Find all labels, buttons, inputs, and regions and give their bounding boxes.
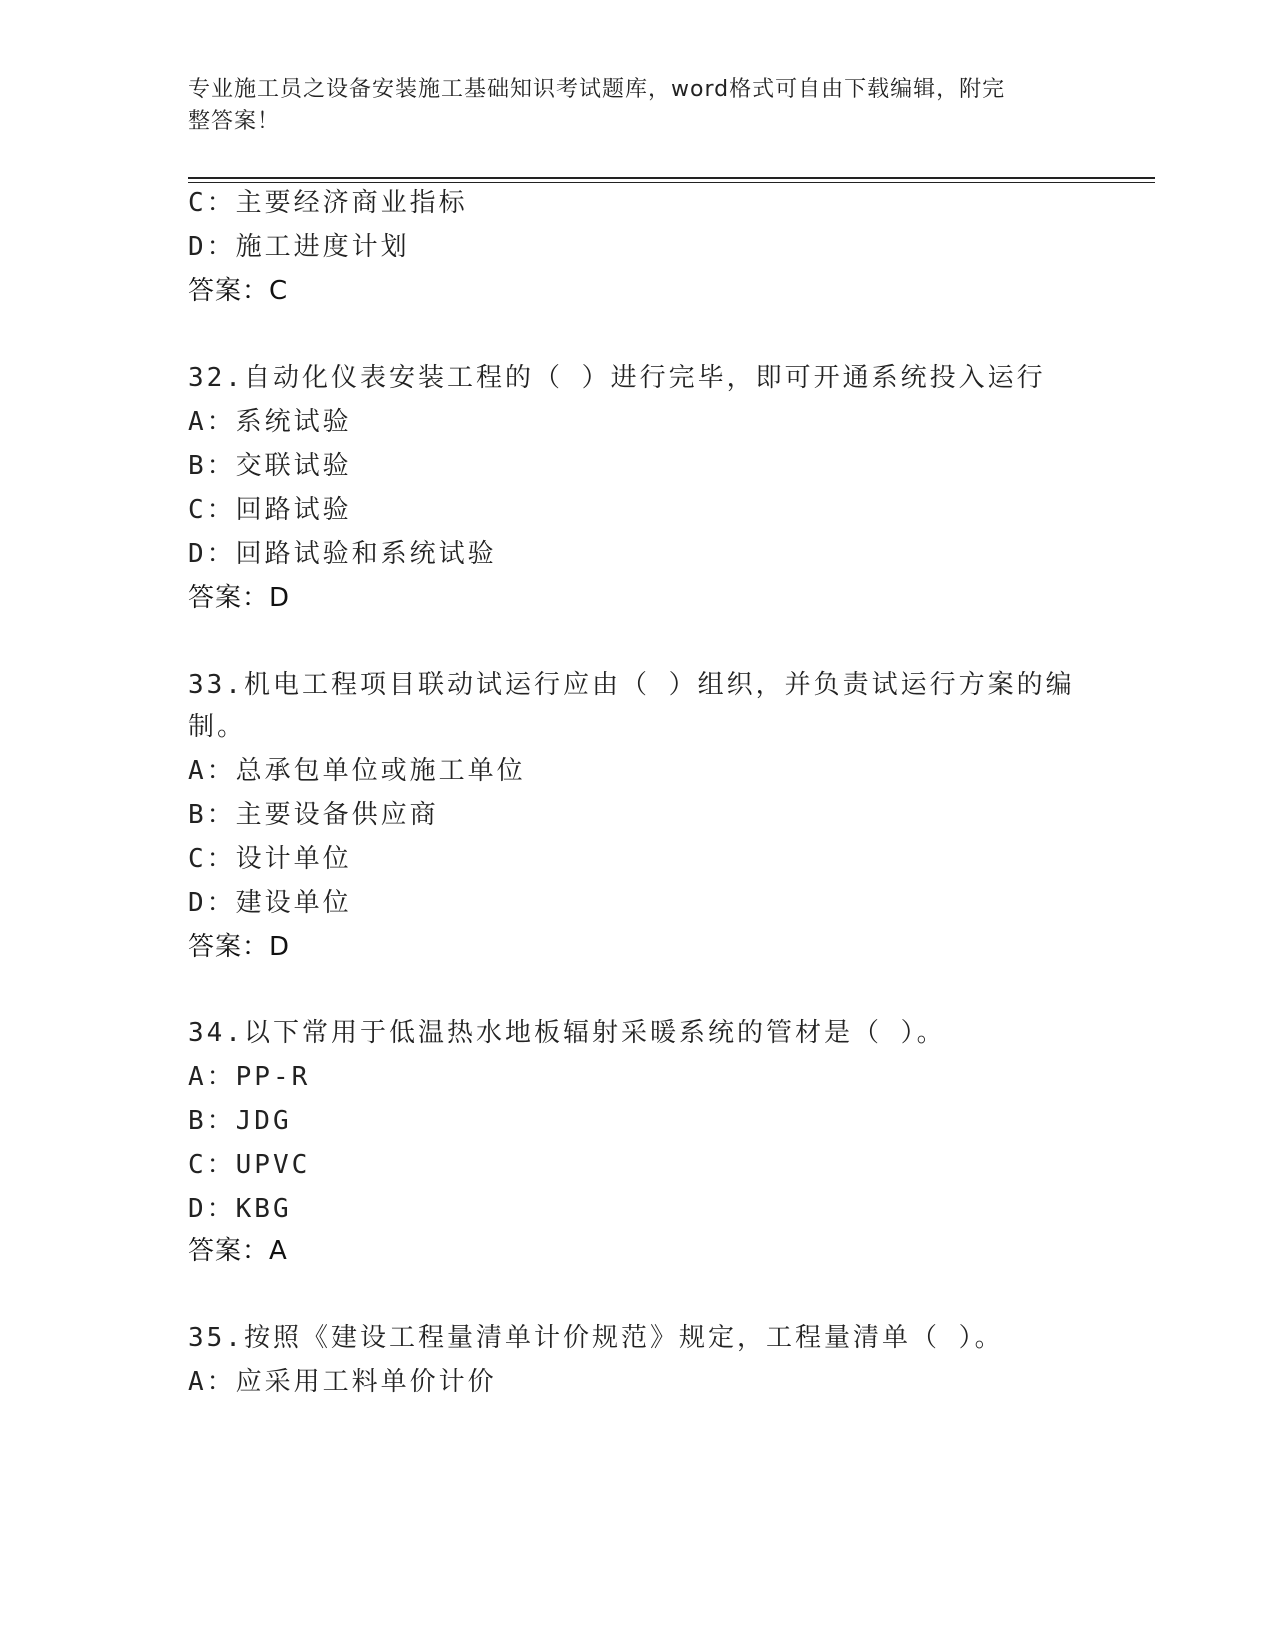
document-header <box>188 74 1068 138</box>
q32-option-a: A：系统试验 <box>188 407 352 437</box>
q32-option-b: B：交联试验 <box>188 451 352 481</box>
q32-stem: 32.自动化仪表安装工程的（ ）进行完毕，即可开通系统投入运行 <box>188 363 1046 393</box>
q34-option-c: C：UPVC <box>188 1150 311 1180</box>
q34-option-b: B：JDG <box>188 1106 292 1136</box>
q32-option-d: D：回路试验和系统试验 <box>188 539 497 569</box>
prev-option-c: C：主要经济商业指标 <box>188 188 468 218</box>
q34-option-d: D：KBG <box>188 1194 292 1224</box>
q33-option-a: A：总承包单位或施工单位 <box>188 756 526 786</box>
q33-option-b: B：主要设备供应商 <box>188 800 439 830</box>
q34-stem: 34.以下常用于低温热水地板辐射采暖系统的管材是（ ）。 <box>188 1018 946 1048</box>
q33-stem-line-1: 33.机电工程项目联动试运行应由（ ）组织，并负责试运行方案的编 <box>188 670 1075 700</box>
q33-option-d: D：建设单位 <box>188 888 352 918</box>
q32-answer: 答案：D <box>188 583 291 613</box>
header-divider-thin <box>188 182 1155 183</box>
q35-stem: 35.按照《建设工程量清单计价规范》规定，工程量清单（ ）。 <box>188 1323 1004 1353</box>
q34-answer: 答案：A <box>188 1236 288 1266</box>
header-line-2: 整答案！ <box>188 109 281 134</box>
q34-option-a: A：PP-R <box>188 1062 311 1092</box>
q33-answer: 答案：D <box>188 932 291 962</box>
q33-stem-line-2: 制。 <box>188 712 247 742</box>
prev-answer: 答案：C <box>188 276 289 306</box>
header-divider-thick <box>188 177 1155 179</box>
q32-option-c: C：回路试验 <box>188 495 352 525</box>
q33-option-c: C：设计单位 <box>188 844 352 874</box>
prev-option-d: D：施工进度计划 <box>188 232 410 262</box>
q35-option-a: A：应采用工料单价计价 <box>188 1367 497 1397</box>
header-line-1: 专业施工员之设备安装施工基础知识考试题库，word格式可自由下载编辑，附完 <box>188 77 1006 102</box>
